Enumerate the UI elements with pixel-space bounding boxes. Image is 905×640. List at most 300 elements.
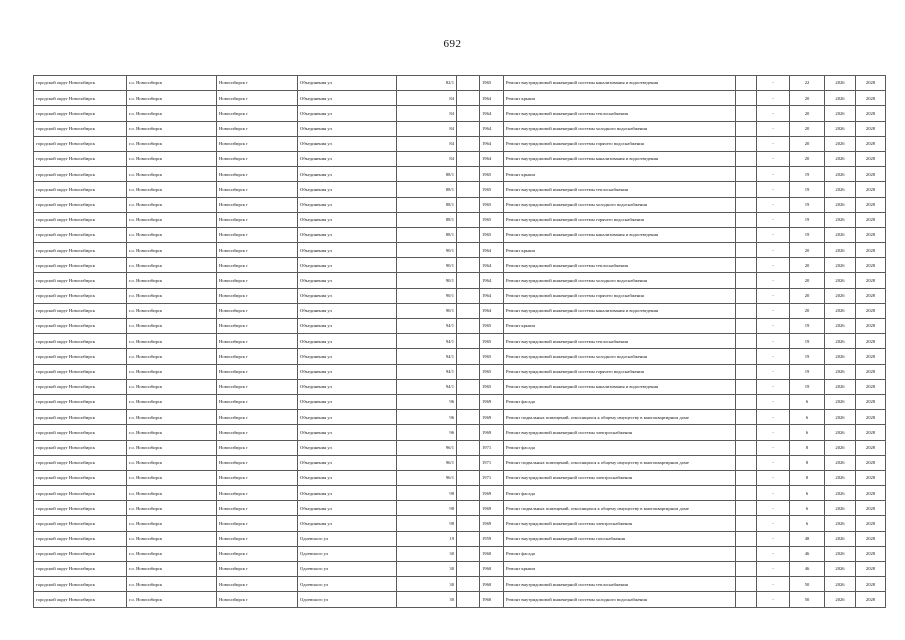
year-to-cell: 2028 xyxy=(856,197,886,212)
year-to-cell: 2028 xyxy=(856,182,886,197)
blank-cell xyxy=(736,243,757,258)
year-to-cell: 2028 xyxy=(856,440,886,455)
repair-work-cell: Ремонт внутридомовой инженерной системы канализования и водоотведения xyxy=(504,303,736,318)
blank-cell xyxy=(457,592,480,607)
municipality-cell: городской округ Новосибирск xyxy=(34,349,127,364)
blank-cell xyxy=(457,349,480,364)
city-cell: Новосибирск г xyxy=(217,577,298,592)
dash-cell: - xyxy=(757,531,790,546)
blank-cell xyxy=(457,91,480,106)
build-year-cell: 1965 xyxy=(480,349,504,364)
table-row xyxy=(34,212,886,227)
city-cell: Новосибирск г xyxy=(217,76,298,91)
year-from-cell: 2026 xyxy=(825,455,856,470)
table-row xyxy=(34,470,886,485)
year-from-cell: 2026 xyxy=(825,106,856,121)
year-from-cell: 2026 xyxy=(825,546,856,561)
blank-cell xyxy=(457,319,480,334)
dash-cell: - xyxy=(757,136,790,151)
year-to-cell: 2028 xyxy=(856,577,886,592)
settlement-cell: г.о. Новосибирск xyxy=(127,121,217,136)
build-year-cell: 1964 xyxy=(480,136,504,151)
year-to-cell: 2028 xyxy=(856,334,886,349)
street-cell: Одоевского ул xyxy=(298,577,397,592)
build-year-cell: 1965 xyxy=(480,197,504,212)
municipality-cell: городской округ Новосибирск xyxy=(34,470,127,485)
table-row xyxy=(34,455,886,470)
year-to-cell: 2028 xyxy=(856,349,886,364)
table-row xyxy=(34,486,886,501)
year-from-cell: 2026 xyxy=(825,440,856,455)
house-number-cell: 90/1 xyxy=(397,243,457,258)
year-from-cell: 2026 xyxy=(825,197,856,212)
value-cell: 19 xyxy=(790,227,825,242)
year-to-cell: 2028 xyxy=(856,151,886,166)
municipality-cell: городской округ Новосибирск xyxy=(34,258,127,273)
settlement-cell: г.о. Новосибирск xyxy=(127,440,217,455)
year-from-cell: 2026 xyxy=(825,425,856,440)
municipality-cell: городской округ Новосибирск xyxy=(34,516,127,531)
repair-work-cell: Ремонт внутридомовой инженерной системы горячего водоснабжения xyxy=(504,288,736,303)
municipality-cell: городской округ Новосибирск xyxy=(34,425,127,440)
year-to-cell: 2028 xyxy=(856,455,886,470)
blank-cell xyxy=(736,516,757,531)
year-to-cell: 2028 xyxy=(856,212,886,227)
house-number-cell: 98 xyxy=(397,486,457,501)
street-cell: Объединения ул xyxy=(298,425,397,440)
house-number-cell: 88/1 xyxy=(397,167,457,182)
street-cell: Объединения ул xyxy=(298,288,397,303)
house-number-cell: 96 xyxy=(397,425,457,440)
street-cell: Одоевского ул xyxy=(298,592,397,607)
settlement-cell: г.о. Новосибирск xyxy=(127,516,217,531)
value-cell: 6 xyxy=(790,501,825,516)
build-year-cell: 1964 xyxy=(480,258,504,273)
dash-cell: - xyxy=(757,197,790,212)
street-cell: Объединения ул xyxy=(298,197,397,212)
blank-cell xyxy=(736,136,757,151)
value-cell: 19 xyxy=(790,364,825,379)
build-year-cell: 1965 xyxy=(480,76,504,91)
dash-cell: - xyxy=(757,410,790,425)
value-cell: 20 xyxy=(790,136,825,151)
house-number-cell: 98 xyxy=(397,516,457,531)
build-year-cell: 1971 xyxy=(480,455,504,470)
dash-cell: - xyxy=(757,303,790,318)
dash-cell: - xyxy=(757,501,790,516)
municipality-cell: городской округ Новосибирск xyxy=(34,303,127,318)
year-to-cell: 2028 xyxy=(856,562,886,577)
table-row xyxy=(34,364,886,379)
municipality-cell: городской округ Новосибирск xyxy=(34,546,127,561)
year-from-cell: 2026 xyxy=(825,349,856,364)
dash-cell: - xyxy=(757,212,790,227)
street-cell: Объединения ул xyxy=(298,273,397,288)
municipality-cell: городской округ Новосибирск xyxy=(34,455,127,470)
table-row xyxy=(34,546,886,561)
repair-work-cell: Ремонт внутридомовой инженерной системы теплоснабжения xyxy=(504,106,736,121)
settlement-cell: г.о. Новосибирск xyxy=(127,349,217,364)
municipality-cell: городской округ Новосибирск xyxy=(34,167,127,182)
house-number-cell: 84 xyxy=(397,136,457,151)
house-number-cell: 88/1 xyxy=(397,227,457,242)
city-cell: Новосибирск г xyxy=(217,410,298,425)
year-from-cell: 2026 xyxy=(825,288,856,303)
repair-work-cell: Ремонт фасада xyxy=(504,486,736,501)
value-cell: 19 xyxy=(790,379,825,394)
street-cell: Объединения ул xyxy=(298,516,397,531)
street-cell: Объединения ул xyxy=(298,121,397,136)
year-from-cell: 2026 xyxy=(825,167,856,182)
city-cell: Новосибирск г xyxy=(217,455,298,470)
city-cell: Новосибирск г xyxy=(217,425,298,440)
municipality-cell: городской округ Новосибирск xyxy=(34,486,127,501)
year-from-cell: 2026 xyxy=(825,486,856,501)
build-year-cell: 1969 xyxy=(480,394,504,409)
street-cell: Объединения ул xyxy=(298,349,397,364)
year-to-cell: 2028 xyxy=(856,258,886,273)
year-to-cell: 2028 xyxy=(856,76,886,91)
table-row xyxy=(34,106,886,121)
house-number-cell: 94/1 xyxy=(397,379,457,394)
value-cell: 46 xyxy=(790,546,825,561)
street-cell: Объединения ул xyxy=(298,258,397,273)
dash-cell: - xyxy=(757,425,790,440)
municipality-cell: городской округ Новосибирск xyxy=(34,227,127,242)
dash-cell: - xyxy=(757,121,790,136)
blank-cell xyxy=(457,212,480,227)
municipality-cell: городской округ Новосибирск xyxy=(34,288,127,303)
blank-cell xyxy=(736,151,757,166)
municipality-cell: городской округ Новосибирск xyxy=(34,379,127,394)
blank-cell xyxy=(736,303,757,318)
blank-cell xyxy=(457,546,480,561)
municipality-cell: городской округ Новосибирск xyxy=(34,273,127,288)
municipality-cell: городской округ Новосибирск xyxy=(34,562,127,577)
blank-cell xyxy=(736,455,757,470)
municipality-cell: городской округ Новосибирск xyxy=(34,410,127,425)
municipality-cell: городской округ Новосибирск xyxy=(34,334,127,349)
blank-cell xyxy=(457,501,480,516)
street-cell: Одоевского ул xyxy=(298,531,397,546)
dash-cell: - xyxy=(757,106,790,121)
municipality-cell: городской округ Новосибирск xyxy=(34,212,127,227)
table-row xyxy=(34,288,886,303)
settlement-cell: г.о. Новосибирск xyxy=(127,273,217,288)
blank-cell xyxy=(736,577,757,592)
build-year-cell: 1965 xyxy=(480,319,504,334)
blank-cell xyxy=(457,258,480,273)
repair-work-cell: Ремонт внутридомовой инженерной системы канализования и водоотведения xyxy=(504,379,736,394)
blank-cell xyxy=(457,197,480,212)
value-cell: 19 xyxy=(790,319,825,334)
repair-work-cell: Ремонт внутридомовой инженерной системы теплоснабжения xyxy=(504,577,736,592)
municipality-cell: городской округ Новосибирск xyxy=(34,182,127,197)
table-row xyxy=(34,577,886,592)
blank-cell xyxy=(457,151,480,166)
house-number-cell: 88/1 xyxy=(397,197,457,212)
value-cell: 20 xyxy=(790,151,825,166)
blank-cell xyxy=(736,212,757,227)
repair-work-cell: Ремонт внутридомовой инженерной системы холодного водоснабжения xyxy=(504,592,736,607)
value-cell: 19 xyxy=(790,197,825,212)
dash-cell: - xyxy=(757,394,790,409)
value-cell: 6 xyxy=(790,425,825,440)
value-cell: 8 xyxy=(790,440,825,455)
year-from-cell: 2026 xyxy=(825,410,856,425)
city-cell: Новосибирск г xyxy=(217,136,298,151)
house-number-cell: 30 xyxy=(397,577,457,592)
blank-cell xyxy=(457,334,480,349)
blank-cell xyxy=(457,470,480,485)
city-cell: Новосибирск г xyxy=(217,106,298,121)
dash-cell: - xyxy=(757,334,790,349)
year-from-cell: 2026 xyxy=(825,379,856,394)
capital-repair-table xyxy=(33,75,886,608)
blank-cell xyxy=(457,364,480,379)
municipality-cell: городской округ Новосибирск xyxy=(34,91,127,106)
year-from-cell: 2026 xyxy=(825,182,856,197)
repair-work-cell: Ремонт внутридомовой инженерной системы теплоснабжения xyxy=(504,334,736,349)
blank-cell xyxy=(736,546,757,561)
value-cell: 20 xyxy=(790,91,825,106)
city-cell: Новосибирск г xyxy=(217,440,298,455)
dash-cell: - xyxy=(757,349,790,364)
blank-cell xyxy=(457,273,480,288)
year-to-cell: 2028 xyxy=(856,516,886,531)
table-row xyxy=(34,562,886,577)
build-year-cell: 1964 xyxy=(480,243,504,258)
municipality-cell: городской округ Новосибирск xyxy=(34,577,127,592)
repair-work-cell: Ремонт подвальных помещений, относящихся к общему имуществу в многоквартирном доме xyxy=(504,410,736,425)
street-cell: Объединения ул xyxy=(298,303,397,318)
dash-cell: - xyxy=(757,227,790,242)
repair-work-cell: Ремонт внутридомовой инженерной системы горячего водоснабжения xyxy=(504,364,736,379)
street-cell: Объединения ул xyxy=(298,440,397,455)
blank-cell xyxy=(457,455,480,470)
blank-cell xyxy=(457,379,480,394)
street-cell: Объединения ул xyxy=(298,151,397,166)
city-cell: Новосибирск г xyxy=(217,394,298,409)
street-cell: Объединения ул xyxy=(298,394,397,409)
house-number-cell: 96/1 xyxy=(397,440,457,455)
street-cell: Объединения ул xyxy=(298,182,397,197)
value-cell: 20 xyxy=(790,121,825,136)
year-from-cell: 2026 xyxy=(825,334,856,349)
year-to-cell: 2028 xyxy=(856,592,886,607)
house-number-cell: 94/1 xyxy=(397,319,457,334)
street-cell: Объединения ул xyxy=(298,212,397,227)
repair-work-cell: Ремонт внутридомовой инженерной системы канализования и водоотведения xyxy=(504,76,736,91)
municipality-cell: городской округ Новосибирск xyxy=(34,197,127,212)
settlement-cell: г.о. Новосибирск xyxy=(127,470,217,485)
city-cell: Новосибирск г xyxy=(217,592,298,607)
table-row xyxy=(34,379,886,394)
year-to-cell: 2028 xyxy=(856,106,886,121)
year-from-cell: 2026 xyxy=(825,364,856,379)
city-cell: Новосибирск г xyxy=(217,470,298,485)
table-row xyxy=(34,531,886,546)
blank-cell xyxy=(457,516,480,531)
house-number-cell: 19 xyxy=(397,531,457,546)
year-from-cell: 2026 xyxy=(825,227,856,242)
build-year-cell: 1964 xyxy=(480,121,504,136)
repair-work-cell: Ремонт внутридомовой инженерной системы канализования и водоотведения xyxy=(504,227,736,242)
street-cell: Объединения ул xyxy=(298,470,397,485)
blank-cell xyxy=(736,486,757,501)
house-number-cell: 30 xyxy=(397,546,457,561)
house-number-cell: 96 xyxy=(397,410,457,425)
year-from-cell: 2026 xyxy=(825,121,856,136)
table-row xyxy=(34,76,886,91)
blank-cell xyxy=(457,303,480,318)
repair-work-cell: Ремонт фасада xyxy=(504,394,736,409)
house-number-cell: 90/1 xyxy=(397,303,457,318)
settlement-cell: г.о. Новосибирск xyxy=(127,212,217,227)
table-row xyxy=(34,334,886,349)
municipality-cell: городской округ Новосибирск xyxy=(34,440,127,455)
page-number: 692 xyxy=(443,38,462,50)
value-cell: 6 xyxy=(790,410,825,425)
street-cell: Объединения ул xyxy=(298,455,397,470)
value-cell: 20 xyxy=(790,106,825,121)
city-cell: Новосибирск г xyxy=(217,364,298,379)
blank-cell xyxy=(457,288,480,303)
blank-cell xyxy=(736,562,757,577)
blank-cell xyxy=(457,410,480,425)
value-cell: 6 xyxy=(790,516,825,531)
house-number-cell: 96 xyxy=(397,394,457,409)
city-cell: Новосибирск г xyxy=(217,562,298,577)
settlement-cell: г.о. Новосибирск xyxy=(127,455,217,470)
table-row xyxy=(34,121,886,136)
street-cell: Объединения ул xyxy=(298,501,397,516)
house-number-cell: 90/1 xyxy=(397,288,457,303)
settlement-cell: г.о. Новосибирск xyxy=(127,319,217,334)
blank-cell xyxy=(457,136,480,151)
city-cell: Новосибирск г xyxy=(217,212,298,227)
value-cell: 20 xyxy=(790,258,825,273)
year-to-cell: 2028 xyxy=(856,394,886,409)
house-number-cell: 96/1 xyxy=(397,455,457,470)
build-year-cell: 1965 xyxy=(480,334,504,349)
table-row xyxy=(34,410,886,425)
blank-cell xyxy=(457,243,480,258)
settlement-cell: г.о. Новосибирск xyxy=(127,592,217,607)
dash-cell: - xyxy=(757,151,790,166)
blank-cell xyxy=(457,425,480,440)
house-number-cell: 94/1 xyxy=(397,349,457,364)
blank-cell xyxy=(457,76,480,91)
settlement-cell: г.о. Новосибирск xyxy=(127,394,217,409)
build-year-cell: 1965 xyxy=(480,212,504,227)
year-from-cell: 2026 xyxy=(825,562,856,577)
table-row xyxy=(34,182,886,197)
year-from-cell: 2026 xyxy=(825,516,856,531)
repair-work-cell: Ремонт внутридомовой инженерной системы канализования и водоотведения xyxy=(504,151,736,166)
settlement-cell: г.о. Новосибирск xyxy=(127,364,217,379)
build-year-cell: 1971 xyxy=(480,470,504,485)
city-cell: Новосибирск г xyxy=(217,121,298,136)
build-year-cell: 1964 xyxy=(480,288,504,303)
street-cell: Объединения ул xyxy=(298,136,397,151)
house-number-cell: 30 xyxy=(397,562,457,577)
table-row xyxy=(34,258,886,273)
build-year-cell: 1965 xyxy=(480,227,504,242)
build-year-cell: 1960 xyxy=(480,546,504,561)
blank-cell xyxy=(736,106,757,121)
dash-cell: - xyxy=(757,486,790,501)
value-cell: 8 xyxy=(790,470,825,485)
house-number-cell: 82/1 xyxy=(397,76,457,91)
municipality-cell: городской округ Новосибирск xyxy=(34,364,127,379)
year-from-cell: 2026 xyxy=(825,151,856,166)
street-cell: Объединения ул xyxy=(298,334,397,349)
city-cell: Новосибирск г xyxy=(217,531,298,546)
repair-work-cell: Ремонт внутридомовой инженерной системы холодного водоснабжения xyxy=(504,349,736,364)
year-to-cell: 2028 xyxy=(856,410,886,425)
settlement-cell: г.о. Новосибирск xyxy=(127,182,217,197)
blank-cell xyxy=(457,167,480,182)
city-cell: Новосибирск г xyxy=(217,349,298,364)
dash-cell: - xyxy=(757,91,790,106)
repair-work-cell: Ремонт внутридомовой инженерной системы электроснабжения xyxy=(504,516,736,531)
house-number-cell: 84 xyxy=(397,106,457,121)
settlement-cell: г.о. Новосибирск xyxy=(127,167,217,182)
dash-cell: - xyxy=(757,546,790,561)
year-to-cell: 2028 xyxy=(856,91,886,106)
build-year-cell: 1964 xyxy=(480,273,504,288)
blank-cell xyxy=(457,531,480,546)
repair-work-cell: Ремонт внутридомовой инженерной системы газоснабжения xyxy=(504,531,736,546)
repair-work-cell: Ремонт внутридомовой инженерной системы электроснабжения xyxy=(504,425,736,440)
blank-cell xyxy=(736,501,757,516)
blank-cell xyxy=(736,319,757,334)
municipality-cell: городской округ Новосибирск xyxy=(34,76,127,91)
settlement-cell: г.о. Новосибирск xyxy=(127,151,217,166)
value-cell: 20 xyxy=(790,243,825,258)
table-row xyxy=(34,501,886,516)
settlement-cell: г.о. Новосибирск xyxy=(127,379,217,394)
build-year-cell: 1969 xyxy=(480,501,504,516)
city-cell: Новосибирск г xyxy=(217,288,298,303)
year-to-cell: 2028 xyxy=(856,425,886,440)
blank-cell xyxy=(736,91,757,106)
table-row xyxy=(34,440,886,455)
repair-work-cell: Ремонт фасада xyxy=(504,440,736,455)
build-year-cell: 1964 xyxy=(480,303,504,318)
year-to-cell: 2028 xyxy=(856,136,886,151)
table-row xyxy=(34,592,886,607)
house-number-cell: 98 xyxy=(397,501,457,516)
settlement-cell: г.о. Новосибирск xyxy=(127,258,217,273)
settlement-cell: г.о. Новосибирск xyxy=(127,577,217,592)
table-row xyxy=(34,303,886,318)
year-from-cell: 2026 xyxy=(825,470,856,485)
build-year-cell: 1965 xyxy=(480,364,504,379)
value-cell: 19 xyxy=(790,167,825,182)
street-cell: Объединения ул xyxy=(298,167,397,182)
dash-cell: - xyxy=(757,516,790,531)
value-cell: 20 xyxy=(790,303,825,318)
house-number-cell: 96/1 xyxy=(397,470,457,485)
municipality-cell: городской округ Новосибирск xyxy=(34,243,127,258)
dash-cell: - xyxy=(757,562,790,577)
blank-cell xyxy=(736,227,757,242)
year-to-cell: 2028 xyxy=(856,364,886,379)
value-cell: 50 xyxy=(790,577,825,592)
blank-cell xyxy=(457,227,480,242)
